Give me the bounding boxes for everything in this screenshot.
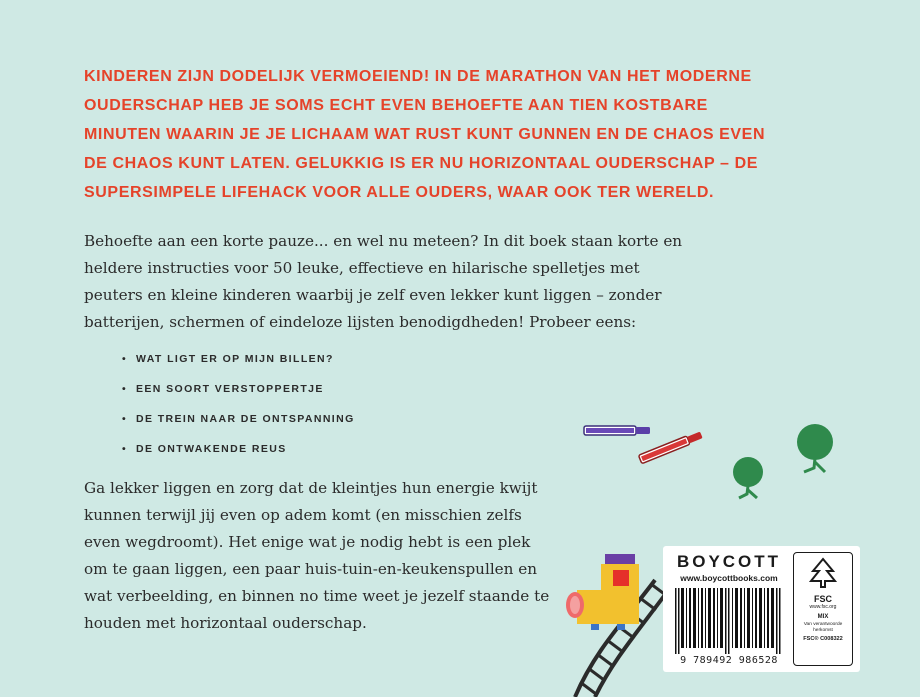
red-marker-icon (638, 431, 703, 464)
fsc-code: FSC® C008322 (803, 636, 843, 642)
games-list (122, 344, 355, 464)
bullet-icon: • (122, 413, 128, 425)
train-icon (566, 554, 639, 630)
fsc-label: FSC (814, 594, 832, 604)
fsc-description-line-2: herkomst (813, 628, 833, 633)
list-item (122, 434, 355, 464)
publisher-logo: BOYCOTT (676, 552, 782, 571)
isbn-number: 9 789492 986528 (680, 655, 778, 666)
fsc-certification-label (793, 552, 853, 666)
publisher-barcode-box (663, 546, 860, 672)
trees-illustration (730, 420, 840, 505)
game-title: EEN SOORT VERSTOPPERTJE (136, 383, 324, 395)
fsc-description-line-1: Van verantwoorde (803, 622, 843, 627)
game-title: DE TREIN NAAR DE ONTSPANNING (136, 413, 355, 425)
fsc-mix: MIX (817, 614, 829, 620)
bullet-icon: • (122, 383, 128, 395)
game-title: DE ONTWAKENDE REUS (136, 443, 287, 455)
body-paragraph-1: Behoefte aan een korte pauze... en wel nu meteen? In dit boek staan korte en heldere instructies voor 50 leuke, effectieve en hilarische spelletjes met peuters en kleine kinderen waarbij je zelf even lekker kunt liggen – zonder batterijen, schermen of eindeloze lijsten benodigdheden! Probeer eens: (84, 232, 683, 331)
tree-icon (797, 424, 833, 472)
fsc-tree-logo-icon (808, 557, 838, 589)
barcode-icon (673, 588, 785, 654)
list-item (122, 404, 355, 434)
markers-illustration (580, 418, 715, 468)
list-item (122, 344, 355, 374)
list-item (122, 374, 355, 404)
intro-text: KINDEREN ZIJN DODELIJK VERMOEIEND! IN DE MARATHON VAN HET MODERNE OUDERSCHAP HEB JE SOMS ECHT EVEN BEHOEFTE AAN TIEN KOSTBARE MINUTEN WAARIN JE JE LICHAAM WAT RUST KUNT GUNNEN EN DE CHAOS EVEN DE CHAOS KUNT LATEN. GELUKKIG IS ER NU HORIZONTAAL OUDERSCHAP – DE SUPERSIMPELE LIFEHACK VOOR ALLE OUDERS, WAAR OOK TER WERELD. (84, 68, 766, 201)
body-paragraph-2: Ga lekker liggen en zorg dat de kleintjes hun energie kwijt kunnen terwijl jij even op adem komt (en misschien zelfs even wegdroomt). Het enige wat je nodig hebt is een plek om te gaan liggen, een paar huis-tuin-en-keukenspullen en wat verbeelding, en binnen no time weet je jezelf staande te houden met horizontaal ouderschap. (84, 479, 550, 632)
purple-marker-icon (584, 426, 650, 435)
tree-icon (733, 457, 763, 498)
bullet-icon: • (122, 353, 128, 365)
publisher-website: www.boycottbooks.com (680, 573, 778, 583)
toy-train-illustration (555, 550, 670, 697)
bullet-icon: • (122, 443, 128, 455)
fsc-website: www.fsc.org (809, 604, 837, 610)
game-title: WAT LIGT ER OP MIJN BILLEN? (136, 353, 334, 365)
